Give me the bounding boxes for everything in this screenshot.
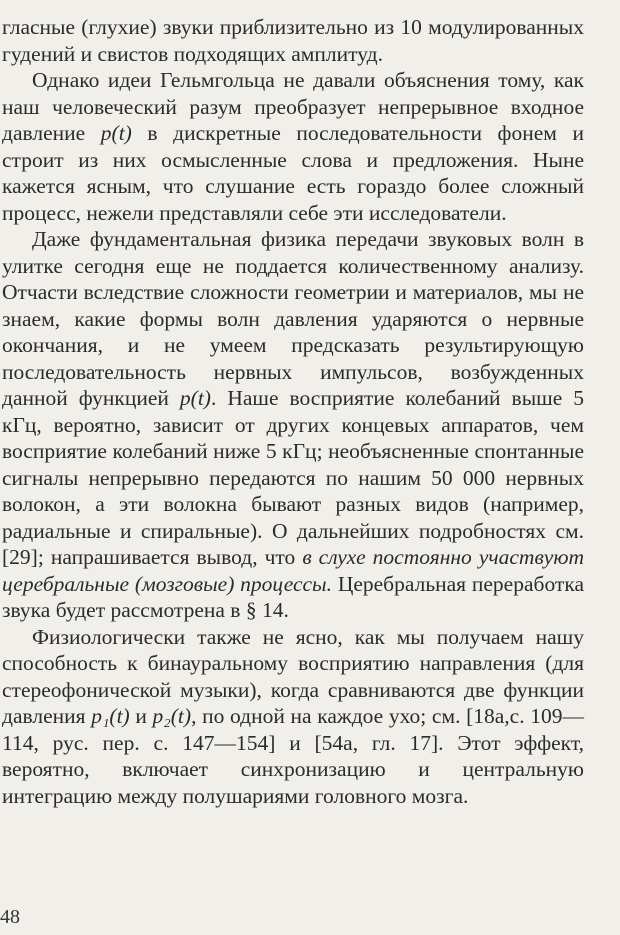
page-number: 48	[0, 906, 20, 928]
formula-p2-t: p₂(t)	[152, 704, 192, 728]
paragraph-4: Физиологически также не ясно, как мы получаем нашу способность к бинауральному восприятию направления (для стереофонической музыки), когда сравниваются две функции давления p₁(t) и p₂(t), по одной на каждое ухо; см. [18а,с. 109—114, рус. пер. с. 147—154] и [54а, гл. 17]. Этот эффект, вероятно, включает синхронизацию и центральную интеграцию между полушариями головного мозга.	[2, 624, 585, 808]
formula-p-t: p(t)	[179, 386, 211, 410]
emphasis: в слухе постоянно участвуют церебральные (мозговые) процессы.	[2, 545, 585, 596]
paragraph-3: Даже фундаментальная физика передачи звуковых волн в улитке сегодня еще не поддается количественному анализу. Отчасти вследствие сложности геометрии и материалов, мы не знаем, какие формы волн давления ударяются о нервные окончания, и не умеем предсказать результирующую последовательность нервных импульсов, возбужденных данной функцией p(t). Наше восприятие колебаний выше 5 кГц, вероятно, зависит от других концевых аппаратов, чем восприятие колебаний ниже 5 кГц; необъясненные спонтанные сигналы непрерывно передаются по нашим 50 000 нервных волокон, а эти волокна бывают разных видов (например, радиальные и спиральные). О дальнейших подробностях см. [29]; напрашивается вывод, что в слухе постоянно участвуют церебральные (мозговые) процессы. Церебральная переработка звука будет рассмотрена в § 14.	[2, 227, 585, 622]
formula-p-t: p(t)	[100, 121, 132, 145]
formula-p1-t: p₁(t)	[91, 704, 130, 728]
paragraph-1: гласные (глухие) звуки приблизительно из 10 модулированных гудений и свистов подходящих амплитуд.	[2, 15, 584, 66]
body-text	[2, 14, 584, 809]
paragraph-2: Однако идеи Гельмгольца не давали объяснения тому, как наш человеческий разум преобразует непрерывное входное давление p(t) в дискретные последовательности фонем и строит из них осмысленные слова и предложения. Ныне кажется ясным, что слушание есть гораздо более сложный процесс, нежели представляли себе эти исследователи.	[2, 68, 584, 225]
